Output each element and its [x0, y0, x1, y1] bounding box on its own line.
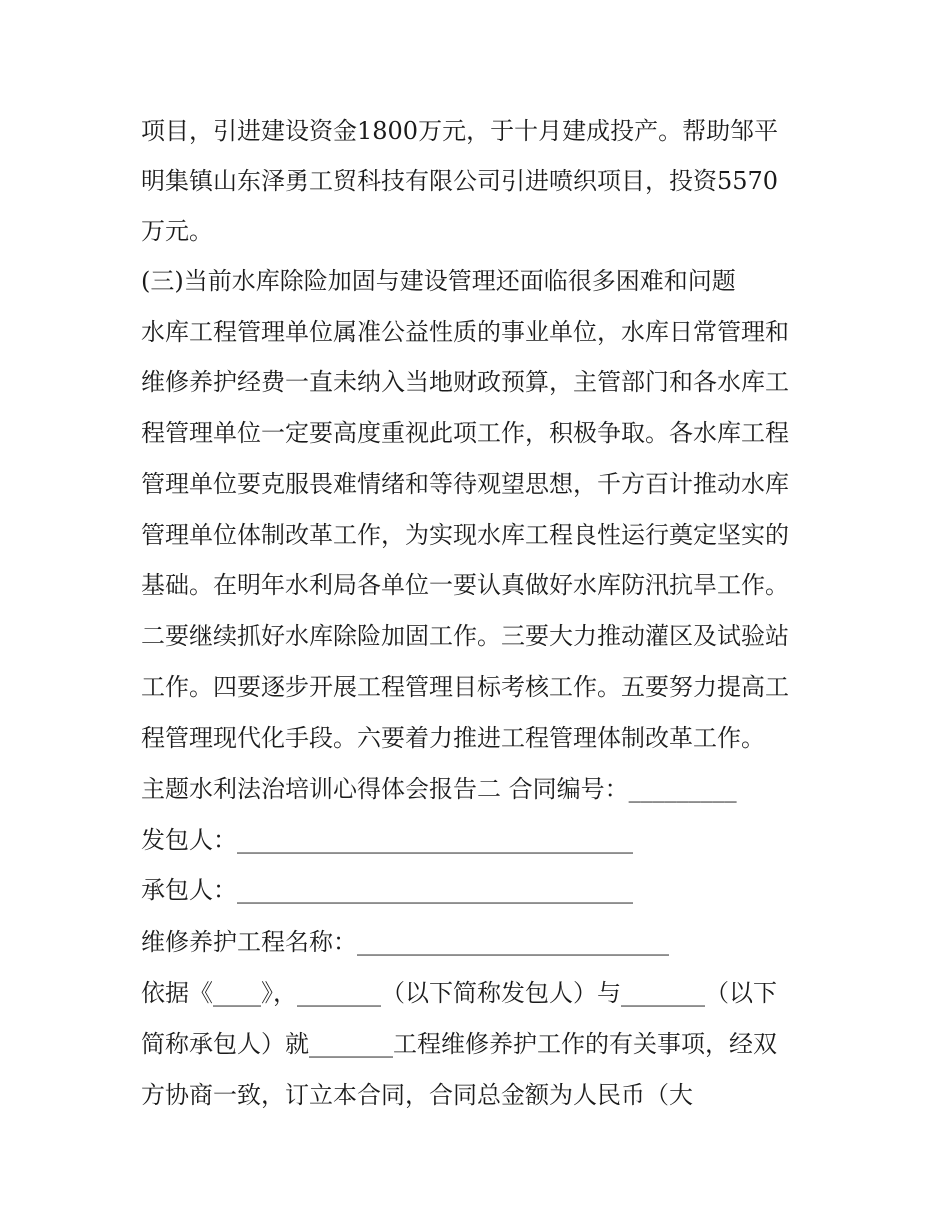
section-heading: (三)当前水库除险加固与建设管理还面临很多困难和问题: [141, 267, 736, 295]
text-line: 方协商一致，订立本合同，合同总金额为人民币（大: [141, 1081, 693, 1109]
text-line: 万元。: [141, 217, 213, 245]
employer-field: 发包人：_________________________________: [141, 826, 633, 854]
project-name-field: 维修养护工程名称：__________________________: [141, 928, 669, 956]
contract-title-line: 主题水利法治培训心得体会报告二 合同编号：_________: [141, 775, 737, 803]
text-line: 管理单位体制改革工作，为实现水库工程良性运行奠定坚实的: [141, 521, 789, 549]
text-line: 维修养护经费一直未纳入当地财政预算，主管部门和各水库工: [141, 368, 789, 396]
text-line: 基础。在明年水利局各单位一要认真做好水库防汛抗旱工作。: [141, 571, 789, 599]
text-line: 程管理单位一定要高度重视此项工作，积极争取。各水库工程: [141, 419, 789, 447]
text-line: 工作。四要逐步开展工程管理目标考核工作。五要努力提高工: [141, 673, 789, 701]
contractor-field: 承包人：_________________________________: [141, 876, 633, 904]
text-line: 程管理现代化手段。六要着力推进工程管理体制改革工作。: [141, 724, 765, 752]
text-line: 管理单位要克服畏难情绪和等待观望思想，千方百计推动水库: [141, 470, 789, 498]
text-line: 简称承包人）就_______工程维修养护工作的有关事项，经双: [141, 1030, 777, 1058]
text-line: 依据《____》，_______（以下简称发包人）与_______（以下: [141, 979, 777, 1007]
text-line: 水库工程管理单位属准公益性质的事业单位，水库日常管理和: [141, 318, 789, 346]
text-line: 项目，引进建设资金1800万元，于十月建成投产。帮助邹平: [141, 117, 779, 145]
text-line: 明集镇山东泽勇工贸科技有限公司引进喷织项目，投资5570: [141, 167, 779, 195]
text-line: 二要继续抓好水库除险加固工作。三要大力推动灌区及试验站: [141, 622, 789, 650]
